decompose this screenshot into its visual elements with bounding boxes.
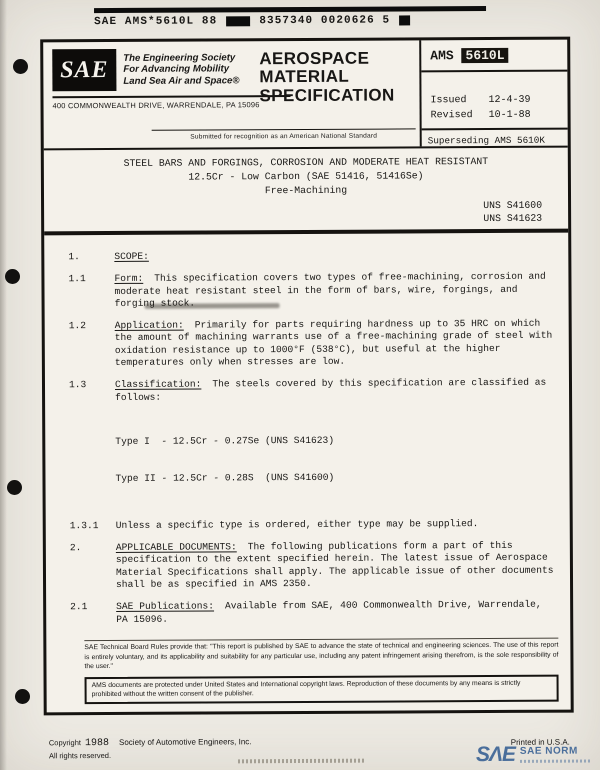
doc-type-title	[259, 50, 395, 106]
section-2-1	[70, 599, 558, 626]
section-label: SCOPE:	[114, 250, 149, 263]
punch-hole	[15, 689, 30, 704]
logo-row	[52, 48, 290, 91]
section-text: Unless a specific type is ordered, either type may be supplied.	[115, 518, 479, 531]
section-number: 1.1	[68, 273, 86, 285]
doc-number-box	[419, 40, 568, 147]
doc-type-line-2: MATERIAL	[259, 67, 350, 87]
uns-number-2: UNS S41623	[483, 212, 543, 224]
illegible-microtext	[520, 759, 592, 762]
section-number: 1.	[68, 251, 80, 263]
ocr-block-mark	[399, 15, 410, 25]
punch-hole	[5, 269, 20, 284]
section-text: Primarily for parts requiring hardness up to 35 HRC on which the amount of machining warrants use of a free-machining grade of steel with oxidation resistance up to 1000°F (538°C), but useful at the higher temperatures only when stresses are low.	[114, 317, 553, 368]
printed-in-usa: Printed in U.S.A.	[510, 737, 570, 747]
ocr-text-line	[94, 14, 486, 28]
uns-number-1: UNS S41600	[483, 199, 543, 211]
copyright-protection-box: AMS documents are protected under United States and International copyright laws. Reproduction of these documents by any means is strictly prohibited without the written consent of the publisher.	[85, 674, 559, 704]
type-1: Type I - 12.5Cr - 0.27Se (UNS S41623)	[115, 435, 335, 448]
section-1-3	[69, 377, 557, 404]
copyright-year: 1988	[84, 738, 110, 750]
ocr-code: 8357340 0020626 5	[259, 14, 391, 28]
illegible-microtext-artifact	[238, 759, 366, 764]
document-header	[43, 40, 568, 151]
copyright-block	[49, 737, 252, 760]
section-label: Form:	[114, 273, 144, 285]
scan-rule	[94, 6, 486, 13]
issued-label: Issued	[430, 95, 467, 107]
doc-number-highlight: 5610L	[461, 48, 508, 63]
title-line-3: Free-Machining	[264, 184, 348, 196]
section-text: This specification covers two types of free-machining, corrosion and moderate heat resistant steel in the form of bars, wire, forgings, and forging stock.	[114, 271, 546, 309]
type-2: Type II - 12.5Cr - 0.28S (UNS S41600)	[115, 471, 335, 485]
doc-type-line-3: SPECIFICATION	[259, 85, 395, 105]
punch-hole	[13, 59, 28, 74]
ansi-recognition-note: Submitted for recognition as an American National Standard	[152, 128, 416, 140]
section-text: Available from SAE, 400 Commonwealth Drive, Warrendale, PA 15096.	[116, 599, 542, 625]
sae-norm-label-block	[520, 743, 592, 762]
revision-dates	[421, 72, 567, 131]
section-number: 2.1	[70, 601, 88, 613]
section-text: The steels covered by this specification are classified as follows:	[115, 376, 547, 403]
issued-date: 12-4-39	[488, 94, 531, 107]
sae-norm-name: SAE NORM	[519, 745, 578, 757]
section-text: The following publications form a part of this specification to the extent specified herein. The latest issue of Aerospace Material Specifications shall apply. The applicable issue of other documents shall be as specified in AMS 2350.	[115, 540, 554, 590]
section-1	[68, 249, 556, 264]
society-line-2: For Advancing Mobility	[123, 63, 230, 76]
document-frame	[40, 37, 574, 716]
technical-board-note: SAE Technical Board Rules provide that: "This report is published by SAE to advance the state of technical and engineering sciences. The use of this report is entirely voluntary, and its applicability and suitability for any particular use, including any patent infringement arising therefrom, is the sole responsibility of the user."	[84, 638, 558, 672]
rights-reserved: All rights reserved.	[48, 750, 112, 761]
sae-norm-watermark	[476, 743, 592, 765]
uns-numbers	[44, 198, 568, 227]
title-line-1: STEEL BARS AND FORGINGS, CORROSION AND MODERATE HEAT RESISTANT	[123, 156, 489, 169]
section-number: 1.2	[68, 320, 86, 332]
doc-number-prefix: AMS	[430, 48, 454, 64]
society-line-3: Land Sea Air and Space®	[123, 74, 240, 87]
section-1-1	[68, 271, 556, 310]
scan-smudge	[145, 303, 280, 309]
society-tagline	[123, 48, 239, 91]
issued-row	[430, 93, 558, 109]
revised-label: Revised	[430, 110, 473, 122]
ocr-block-mark	[226, 16, 250, 26]
superseding-note: Superseding AMS 5610K	[427, 134, 545, 147]
revised-date: 10-1-88	[488, 109, 531, 122]
doc-type-line-1: AEROSPACE	[259, 48, 370, 69]
section-label: Application:	[114, 319, 184, 332]
sae-norm-logo-glyph: SΛE	[475, 742, 515, 767]
section-label: APPLICABLE DOCUMENTS:	[115, 541, 237, 554]
section-label: Classification:	[114, 378, 202, 391]
ocr-header	[94, 6, 486, 28]
spec-body	[44, 233, 570, 626]
section-number: 2.	[69, 542, 82, 554]
copyright-line	[49, 737, 252, 749]
copyright-owner: Society of Automotive Engineers, Inc.	[118, 737, 252, 747]
section-1-3-1	[70, 518, 558, 533]
section-number: 1.3	[68, 379, 87, 391]
section-label: SAE Publications:	[116, 600, 215, 613]
section-2	[70, 540, 558, 592]
sae-logo: SAE	[52, 49, 116, 91]
section-1-2	[69, 318, 557, 370]
title-line-2: 12.5Cr - Low Carbon (SAE 51416, 51416Se)	[188, 170, 424, 183]
classification-types	[115, 409, 558, 509]
spec-title	[44, 148, 568, 228]
punch-hole	[7, 480, 22, 495]
doc-number	[421, 40, 567, 73]
revised-row	[431, 108, 559, 124]
section-number: 1.3.1	[69, 519, 99, 532]
ocr-doc-id: SAE AMS*5610L 88	[94, 15, 218, 29]
copyright-label: Copyright	[48, 738, 82, 748]
sae-address: 400 COMMONWEALTH DRIVE, WARRENDALE, PA 15096	[52, 95, 290, 110]
society-line-1: The Engineering Society	[123, 52, 236, 64]
publisher-block	[52, 48, 290, 110]
